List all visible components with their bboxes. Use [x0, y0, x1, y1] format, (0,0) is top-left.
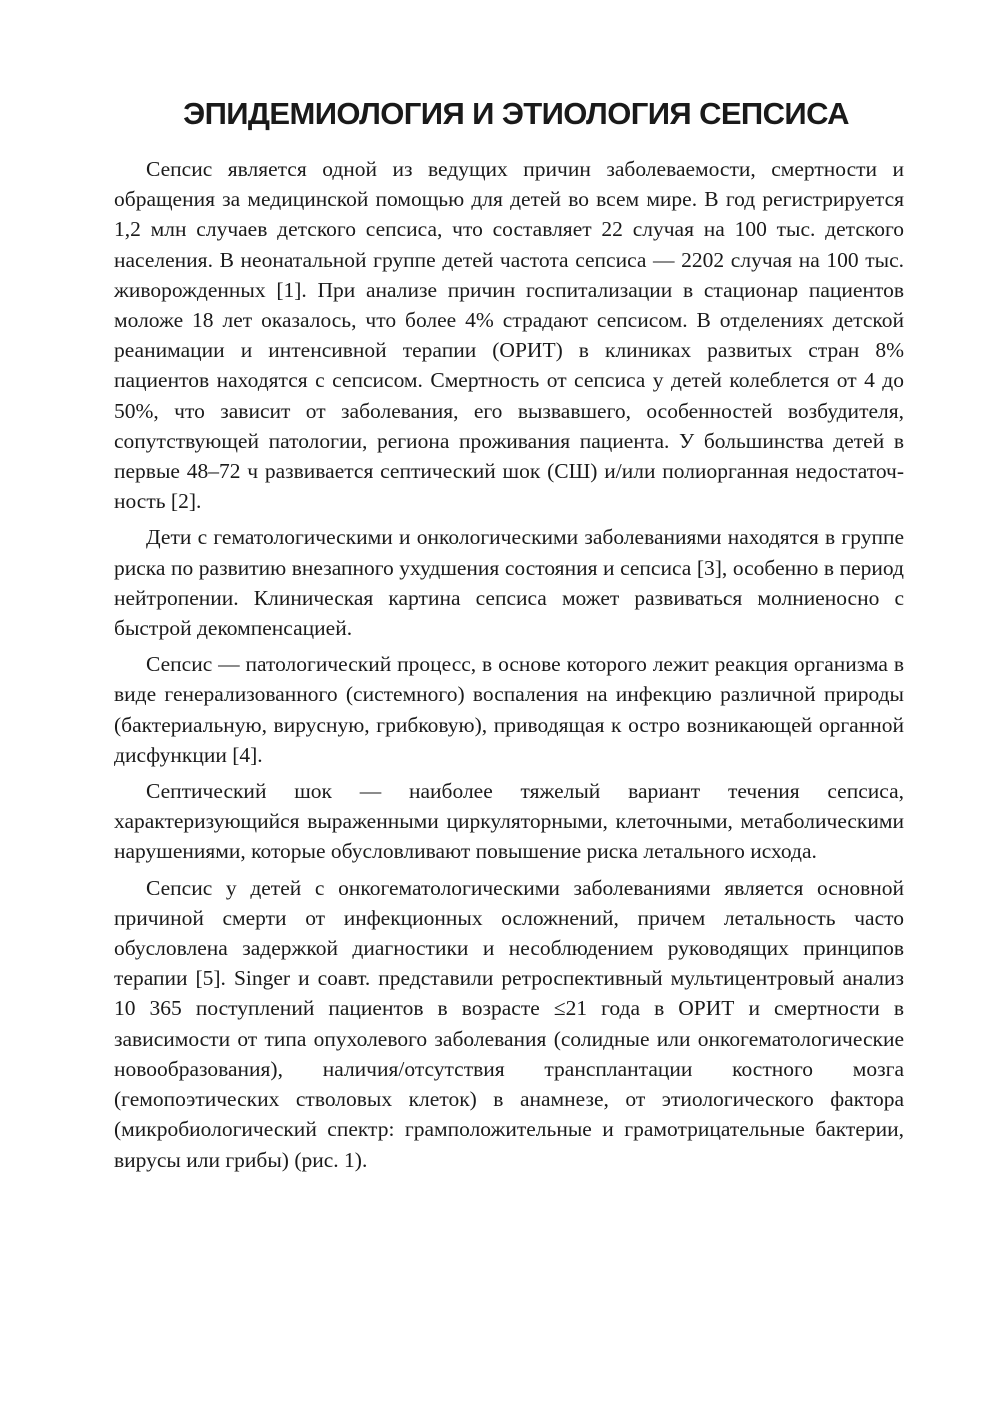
paragraph-epidemiology: Сепсис является одной из ведущих причин заболеваемости, смертности и обращения за медицинской помощью для детей во всем мире. В год регистрируется 1,2 млн случаев детского сепсиса, что составляет 22 случая на 100 тыс. детского населения. В неонатальной группе детей частота сепсиса — 2202 случая на 100 тыс. живорожденных [1]. При анализе причин госпитализации в стационар пациентов моложе 18 лет оказалось, что более 4% страдают сепсисом. В отделениях детской реанимации и интенсивной терапии (ОРИТ) в клиниках развитых стран 8% пациентов находятся с сепсисом. Смертность от сепсиса у детей колеблется от 4 до 50%, что зависит от заболевания, его вызвавшего, особенностей возбудителя, сопутствующей патологии, региона проживания пациента. У большинства детей в первые 48–72 ч развивается септический шок (СШ) и/или полиорганная недостаточность [2]. [114, 157, 904, 514]
paragraph-risk-group: Дети с гематологическими и онкологическими заболеваниями находятся в группе риска по развитию внезапного ухудшения состояния и сепсиса [3], особенно в период нейтропении. Клиническая картина сепсиса может развиваться молниеносно с быстрой декомпенсацией. [114, 525, 904, 641]
paragraph-oncohematology-mortality: Сепсис у детей с онкогематологическими заболеваниями является основной причиной смерти от инфекционных осложнений, причем летальность часто обусловлена задержкой диагностики и несоблюдением руководящих принципов терапии [5]. Singer и соавт. представили ретроспективный мультицентровый анализ 10 365 поступлений пациентов в возрасте ≤21 года в ОРИТ и смертности в зависимости от типа опухолевого заболевания (солидные или онкогематологические новообразования), наличия/отсутствия трансплантации костного мозга (гемопоэтических стволовых клеток) в анамнезе, от этиологического фактора (микробиологический спектр: грамположительные и грамотрицательные бактерии, вирусы или грибы) (рис. 1). [114, 875, 904, 1172]
page-title: ЭПИДЕМИОЛОГИЯ И ЭТИОЛОГИЯ СЕПСИСА [183, 96, 849, 131]
paragraph-septic-shock-definition: Септический шок — наиболее тяжелый вариант течения сепсиса, характеризующийся выраженными циркуляторными, клеточными, метаболическими нарушениями, которые обусловливают повышение риска летального исхода. [114, 779, 904, 864]
paragraph-sepsis-definition: Сепсис — патологический процесс, в основе которого лежит реакция организма в виде генерализованного (системного) воспаления на инфекцию различной природы (бактериальную, вирусную, грибковую), приводящая к остро возникающей органной дисфункции [4]. [114, 652, 904, 767]
